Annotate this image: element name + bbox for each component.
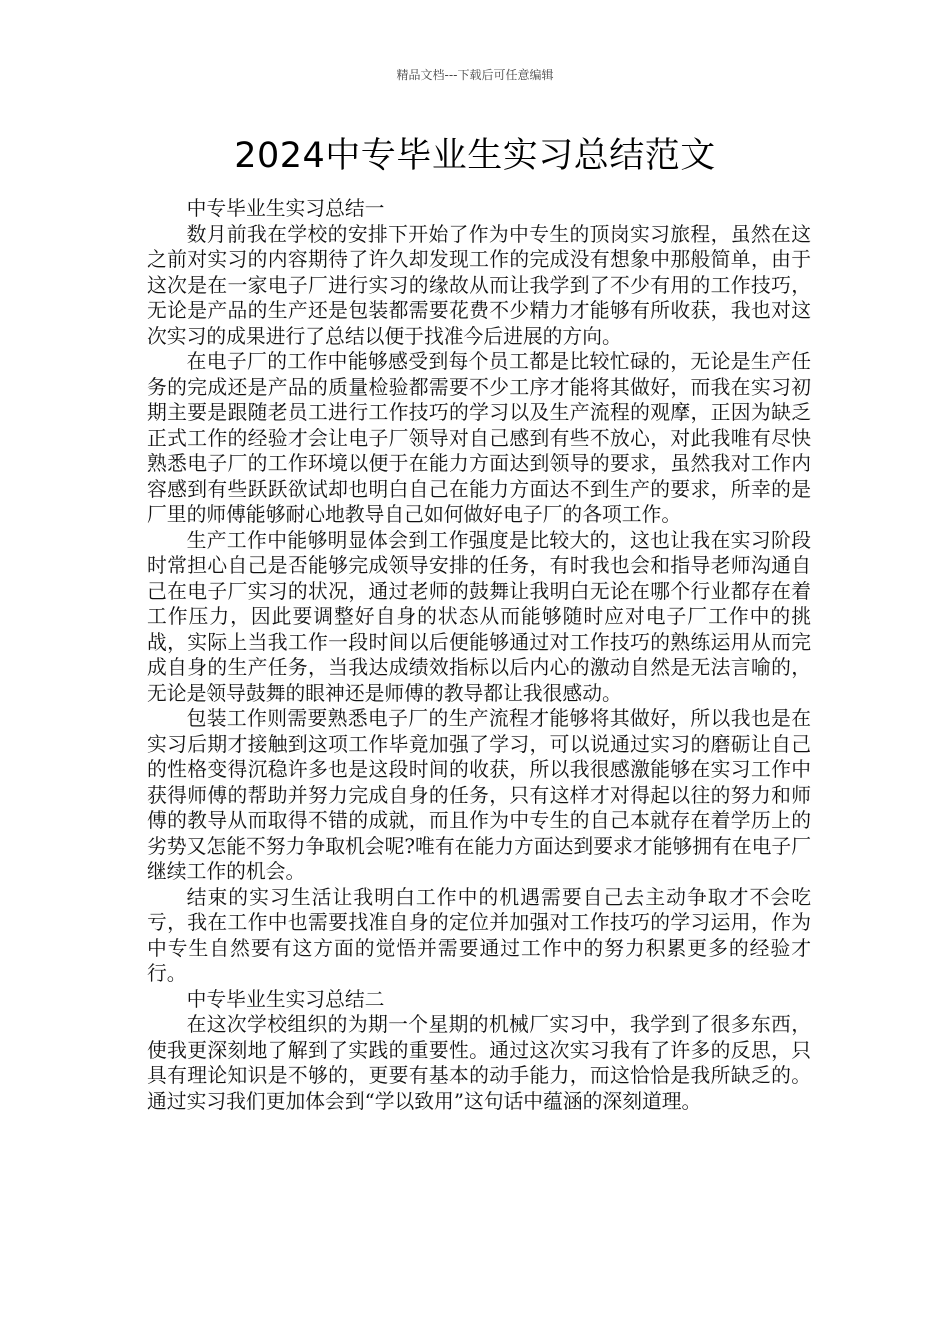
header-note: 精品文档---下载后可任意编辑: [396, 68, 554, 82]
paragraph: 结束的实习生活让我明白工作中的机遇需要自己去主动争取才不会吃亏，我在工作中也需要找准自身的定位并加强对工作技巧的学习运用，作为中专生自然要有这方面的觉悟并需要通过工作中的努力积累更多的经验才行。: [147, 885, 811, 985]
document-body: [147, 196, 811, 1114]
paragraph: 包装工作则需要熟悉电子厂的生产流程才能够将其做好，所以我也是在实习后期才接触到这项工作毕竟加强了学习，可以说通过实习的磨砺让自己的性格变得沉稳许多也是这段时间的收获，所以我很感激能够在实习工作中获得师傅的帮助并努力完成自身的任务，只有这样才对得起以往的努力和师傅的教导从而取得不错的成就，而且作为中专生的自己本就存在着学历上的劣势又怎能不努力争取机会呢?唯有在能力方面达到要求才能够拥有在电子厂继续工作的机会。: [147, 707, 811, 883]
paragraph: 在电子厂的工作中能够感受到每个员工都是比较忙碌的，无论是生产任务的完成还是产品的质量检验都需要不少工序才能将其做好，而我在实习初期主要是跟随老员工进行工作技巧的学习以及生产流程的观摩，正因为缺乏正式工作的经验才会让电子厂领导对自己感到有些不放心，对此我唯有尽快熟悉电子厂的工作环境以便于在能力方面达到领导的要求，虽然我对工作内容感到有些跃跃欲试却也明白自己在能力方面达不到生产的要求，所幸的是厂里的师傅能够耐心地教导自己如何做好电子厂的各项工作。: [147, 350, 811, 526]
paragraph: 在这次学校组织的为期一个星期的机械厂实习中，我学到了很多东西，使我更深刻地了解到了实践的重要性。通过这次实习我有了许多的反思，只具有理论知识是不够的，更要有基本的动手能力，而这恰恰是我所缺乏的。通过实习我们更加体会到“学以致用”这句话中蕴涵的深刻道理。: [147, 1013, 811, 1113]
section-heading-1: 中专毕业生实习总结一: [186, 197, 385, 220]
section-heading-2: 中专毕业生实习总结二: [186, 987, 385, 1011]
paragraph: 生产工作中能够明显体会到工作强度是比较大的，这也让我在实习阶段时常担心自己是否能够完成领导安排的任务，有时我也会和指导老师沟通自己在电子厂实习的状况，通过老师的鼓舞让我明白无论在哪个行业都存在着工作压力，因此要调整好自身的状态从而能够随时应对电子厂工作中的挑战，实际上当我工作一段时间以后便能够通过对工作技巧的熟练运用从而完成自身的生产任务，当我达成绩效指标以后内心的激动自然是无法言喻的，无论是领导鼓舞的眼神还是师傅的教导都让我很感动。: [147, 528, 811, 705]
paragraph: 数月前我在学校的安排下开始了作为中专生的顶岗实习旅程，虽然在这之前对实习的内容期待了许久却发现工作的完成没有想象中那般简单，由于这次是在一家电子厂进行实习的缘故从而让我学到了不少有用的工作技巧，无论是产品的生产还是包装都需要花费不少精力才能够有所收获，我也对这次实习的成果进行了总结以便于找准今后进展的方向。: [147, 222, 811, 348]
document-title: 2024中专毕业生实习总结范文: [234, 136, 716, 176]
